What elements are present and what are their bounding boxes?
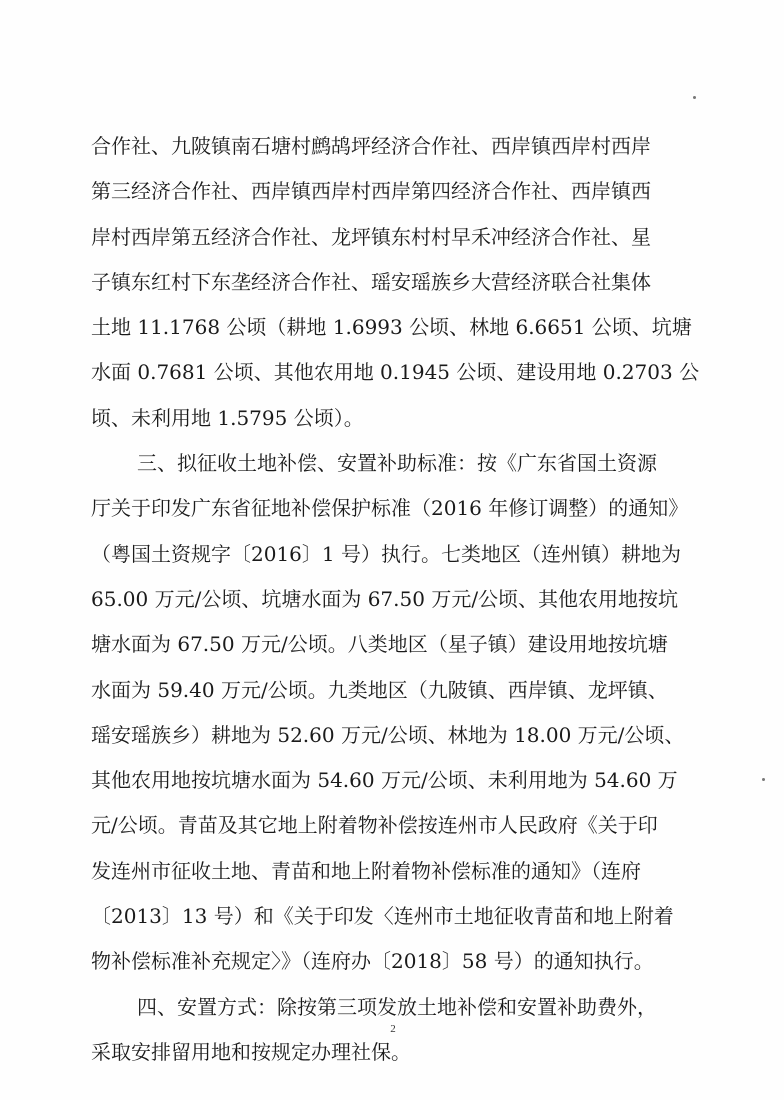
text-line: 塘水面为 67.50 万元/公顷。八类地区（星子镇）建设用地按坑塘: [91, 632, 668, 657]
body-text: [91, 124, 703, 1075]
scan-speck: [693, 96, 696, 99]
text-line: 发连州市征收土地、青苗和地上附着物补偿标准的通知》（连府: [91, 858, 641, 883]
page-number: 2: [390, 1023, 396, 1035]
text-line: 岸村西岸第五经济合作社、龙坪镇东村村早禾冲经济合作社、星: [91, 224, 651, 249]
text-line: 瑶安瑶族乡）耕地为 52.60 万元/公顷、林地为 18.00 万元/公顷、: [91, 722, 685, 747]
text-line: 水面 0.7681 公顷、其他农用地 0.1945 公顷、建设用地 0.2703 公: [91, 360, 700, 385]
text-line: 元/公顷。青苗及其它地上附着物补偿按连州市人民政府《关于印: [91, 813, 658, 838]
text-line: 〔2013〕13 号）和《关于印发〈连州市土地征收青苗和地上附着: [91, 904, 674, 929]
text-line: 厅关于印发广东省征地补偿保护标准（2016 年修订调整）的通知》: [91, 496, 689, 521]
text-line: 子镇东红村下东垄经济合作社、瑶安瑶族乡大营经济联合社集体: [91, 269, 651, 294]
text-line: 采取安排留用地和按规定办理社保。: [91, 1039, 411, 1064]
text-line: 水面为 59.40 万元/公顷。九类地区（九陂镇、西岸镇、龙坪镇、: [91, 677, 668, 702]
section-four-heading-line: 四、安置方式：除按第三项发放土地补偿和安置补助费外，: [137, 994, 657, 1019]
text-line: 合作社、九陂镇南石塘村鹧鸪坪经济合作社、西岸镇西岸村西岸: [91, 134, 651, 158]
section-three-heading-line: 三、拟征收土地补偿、安置补助标准：按《广东省国土资源: [137, 451, 657, 476]
text-line: 第三经济合作社、西岸镇西岸村西岸第四经济合作社、西岸镇西: [91, 179, 651, 204]
text-line: 土地 11.1768 公顷（耕地 1.6993 公顷、林地 6.6651 公顷、坑塘: [91, 315, 692, 340]
text-line: 顷、未利用地 1.5795 公顷）。: [91, 405, 364, 430]
scan-speck: [762, 778, 765, 781]
text-line: 65.00 万元/公顷、坑塘水面为 67.50 万元/公顷、其他农用地按坑: [91, 586, 679, 611]
text-line: （粤国土资规字〔2016〕1 号）执行。七类地区（连州镇）耕地为: [91, 541, 681, 566]
text-line: 其他农用地按坑塘水面为 54.60 万元/公顷、未利用地为 54.60 万: [91, 768, 678, 793]
text-line: 物补偿标准补充规定〉》（连府办〔2018〕58 号）的通知执行。: [91, 949, 654, 974]
